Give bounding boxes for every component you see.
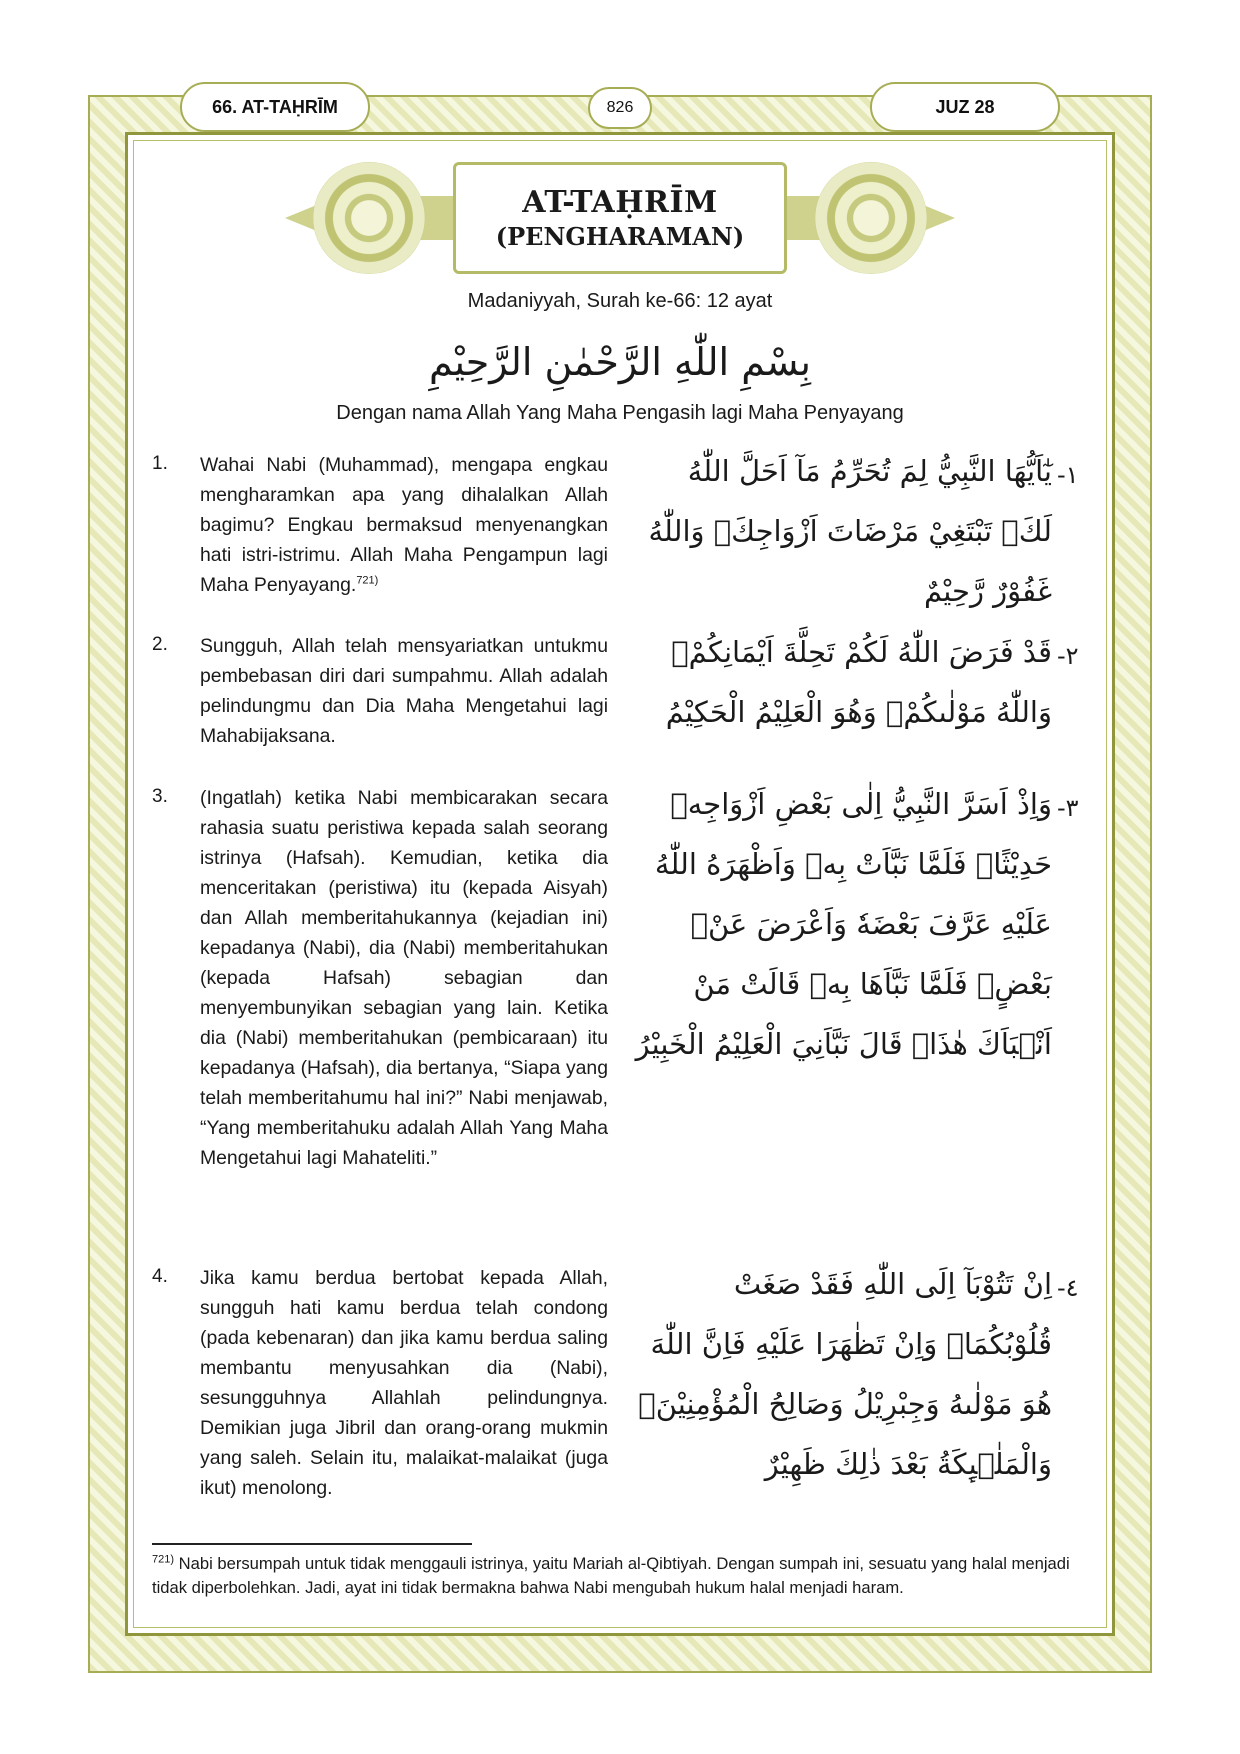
title-plaque bbox=[453, 162, 787, 274]
surah-info: Madaniyyah, Surah ke-66: 12 ayat bbox=[467, 290, 773, 312]
footnote-marker: 721) bbox=[152, 1553, 175, 1566]
arabic-verse-number: -٤ bbox=[1057, 1274, 1079, 1302]
verse-number: 4. bbox=[152, 1266, 168, 1287]
title-cartouche bbox=[285, 162, 955, 274]
arabic-verse-number: -٣ bbox=[1057, 794, 1079, 822]
verse-number: 1. bbox=[152, 453, 168, 474]
footnote bbox=[152, 1552, 1092, 1600]
verse-number: 2. bbox=[152, 634, 168, 655]
arabic-verse-number: -٢ bbox=[1057, 642, 1079, 670]
juz-label: JUZ 28 bbox=[870, 82, 1060, 132]
arabic-verse-number: -١ bbox=[1057, 461, 1079, 489]
basmala-arabic: بِسْمِ اللّٰهِ الرَّحْمٰنِ الرَّحِيْمِ bbox=[429, 340, 811, 384]
verse-arabic: يٰٓاَيُّهَا النَّبِيُّ لِمَ تُحَرِّمُ مَآ اَحَلَّ اللّٰهُ لَكَۚ تَبْتَغِيْ مَرْضَاتَ اَزْوَاجِكَۗ وَاللّٰهُ غَفُوْرٌ رَّحِيْمٌ bbox=[648, 454, 1052, 608]
verse-translation: Wahai Nabi (Muhammad), mengapa engkau mengharamkan apa yang dihalalkan Allah bagimu? Engkau bermaksud menyenangkan hati istri-istrimu. Allah Maha Pengampun lagi Maha Penyayang.$^{721)}$ bbox=[200, 454, 608, 596]
ornament-medallion-right bbox=[815, 162, 927, 274]
verse-arabic: اِنْ تَتُوْبَآ اِلَى اللّٰهِ فَقَدْ صَغَتْ قُلُوْبُكُمَاۚ وَاِنْ تَظٰهَرَا عَلَيْهِ فَاِنَّ اللّٰهَ هُوَ مَوْلٰىهُ وَجِبْرِيْلُ وَصَالِحُ الْمُؤْمِنِيْنَۚ وَالْمَلٰۤىِٕكَةُ بَعْدَ ذٰلِكَ ظَهِيْرٌ bbox=[638, 1267, 1052, 1481]
surah-title: AT-TAḤRĪM bbox=[522, 185, 718, 220]
verse-number: 3. bbox=[152, 786, 168, 807]
basmala-translation: Dengan nama Allah Yang Maha Pengasih lagi Maha Penyayang bbox=[336, 402, 904, 424]
surah-label: 66. AT-TAḤRĪM bbox=[180, 82, 370, 132]
verse-arabic: وَاِذْ اَسَرَّ النَّبِيُّ اِلٰى بَعْضِ اَزْوَاجِهٖ حَدِيْثًاۚ فَلَمَّا نَبَّاَتْ بِهٖ وَاَظْهَرَهُ اللّٰهُ عَلَيْهِ عَرَّفَ بَعْضَهٗ وَاَعْرَضَ عَنْۢ بَعْضٍۚ فَلَمَّا نَبَّاَهَا بِهٖ قَالَتْ مَنْ اَنْۢبَاَكَ هٰذَاۗ قَالَ نَبَّاَنِيَ الْعَلِيْمُ الْخَبِيْرُ bbox=[635, 787, 1052, 1061]
page-number: 826 bbox=[588, 87, 652, 129]
verse-translation: (Ingatlah) ketika Nabi membicarakan secara rahasia suatu peristiwa kepada salah seorang istrinya (Hafsah). Kemudian, ketika dia menceritakan (peristiwa) itu (kepada Aisyah) dan Allah memberitahukannya (kejadian ini) kepadanya (Nabi), dia (Nabi) memberitahukan (kepada Hafsah) sebagian dan menyembunyikan sebagian yang lain. Ketika dia (Nabi) memberitahukan (pembicaraan) itu kepadanya (Hafsah), dia bertanya, “Siapa yang telah memberitahumu hal ini?” Nabi menjawab, “Yang memberitahuku adalah Allah Yang Maha Mengetahui lagi Mahateliti.” bbox=[200, 787, 608, 1169]
footnote-text: Nabi bersumpah untuk tidak menggauli istrinya, yaitu Mariah al-Qibtiyah. Dengan sumpah ini, sesuatu yang halal menjadi tidak diperbolehkan. Jadi, ayat ini tidak bermakna bahwa Nabi mengubah hukum halal menjadi haram. bbox=[152, 1554, 1070, 1597]
footnote-divider bbox=[152, 1543, 472, 1545]
verse-translation: Jika kamu berdua bertobat kepada Allah, sungguh hati kamu berdua telah condong (pada kebenaran) dan jika kamu berdua saling membantu menyusahkan dia (Nabi), sesungguhnya Allahlah pelindungnya. Demikian juga Jibril dan orang-orang mukmin yang saleh. Selain itu, malaikat-malaikat (juga ikut) menolong. bbox=[200, 1267, 608, 1499]
verse-translation: Sungguh, Allah telah mensyariatkan untukmu pembebasan diri dari sumpahmu. Allah adalah pelindungmu dan Dia Maha Mengetahui lagi Mahabijaksana. bbox=[200, 635, 608, 747]
surah-meaning: (PENGHARAMAN) bbox=[495, 222, 745, 251]
footnote-ref: 721) bbox=[356, 574, 379, 587]
verse-arabic: قَدْ فَرَضَ اللّٰهُ لَكُمْ تَحِلَّةَ اَيْمَانِكُمْۚ وَاللّٰهُ مَوْلٰىكُمْۚ وَهُوَ الْعَلِيْمُ الْحَكِيْمُ bbox=[665, 635, 1052, 729]
ornament-medallion-left bbox=[313, 162, 425, 274]
